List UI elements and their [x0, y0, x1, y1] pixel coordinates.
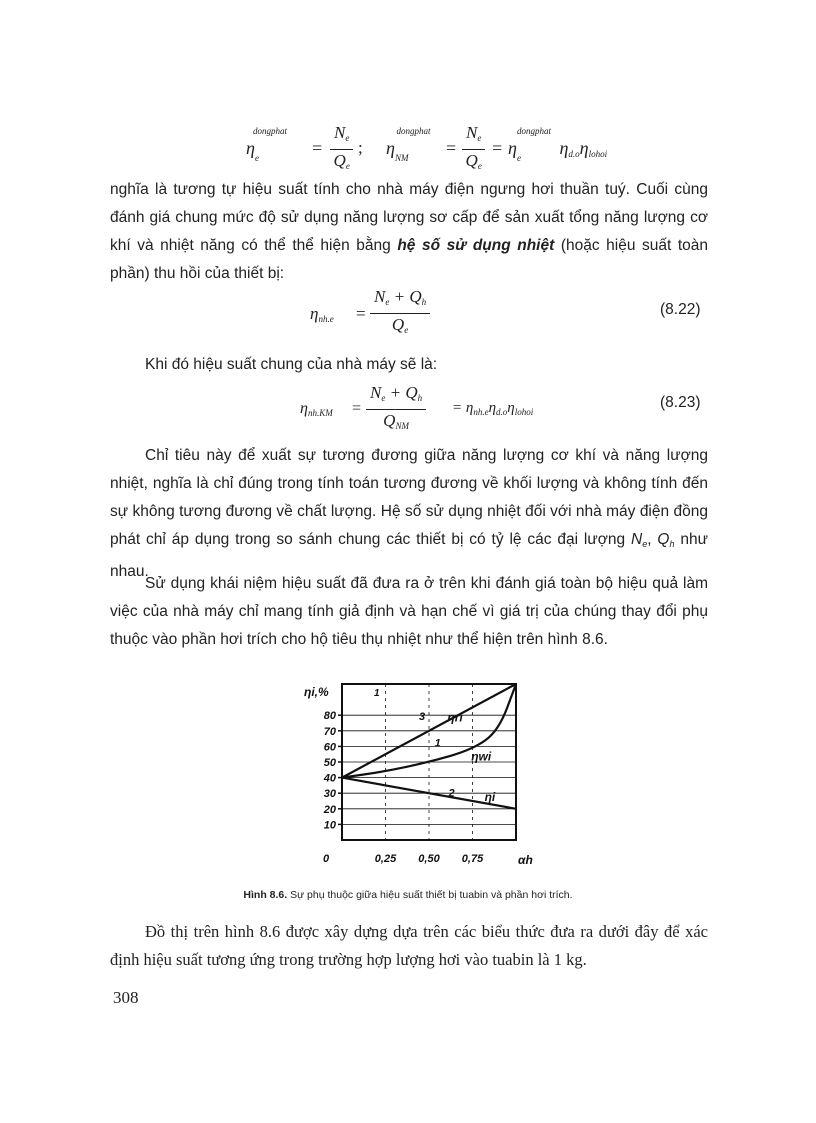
- paragraph-5: Đồ thị trên hình 8.6 được xây dựng dựa trên các biểu thức đưa ra dưới đây để xác định hiệu suất tương ứng trong trường hợp lượng hơi vào tuabin là 1 kg.: [110, 922, 708, 969]
- y-tick-label: 50: [323, 757, 336, 769]
- figure-caption: [0, 889, 816, 901]
- eq1-fraction: $\frac{N_e}{Q_e}$: [330, 122, 353, 177]
- eq1-den: Q: [333, 151, 346, 170]
- equation-number-8-22: (8.22): [660, 301, 701, 318]
- x-axis-label: αh: [518, 853, 533, 867]
- y-tick-label: 10: [323, 819, 336, 832]
- formula-efficiency-engine: $\eta_e^{dongphat}$ = $\frac{N_e}{Q_e}$ ; $\eta_{NM}^{dongphat}$ = $\frac{N_e}{Q_e}$ = $\eta_e^{dongphat}$ $\eta_{d.o}\eta_{lohoi}$: [246, 126, 766, 176]
- formula-8-22: $\eta_{nh.e}$ = $\frac{N_e + Q_h}{Q_e}$: [310, 286, 710, 342]
- eq2-eta: η: [386, 138, 395, 158]
- x-tick-label: 0,50: [418, 853, 440, 865]
- y-tick-label: 30: [323, 788, 336, 801]
- y-tick-label: 40: [323, 772, 336, 785]
- formula-8-23: $\eta_{nh.KM}$ = $N_e + Q_h$ $Q_{NM}$ = $\eta_{nh.e}\eta_{d.o}\eta_{lohoi}$: [300, 382, 600, 438]
- caption-label: Hình 8.6.: [243, 889, 288, 901]
- y-axis-label: ηi,%: [304, 685, 329, 699]
- paragraph-2: Khi đó hiệu suất chung của nhà máy sẽ là:: [145, 356, 438, 373]
- series-label-3: ηri: [447, 710, 463, 725]
- series-number-1: 1: [434, 737, 441, 750]
- paragraph-3: Chỉ tiêu này để xuất sự tương đương giữa năng lượng cơ khí và năng lượng nhiệt, nghĩa là chỉ đúng trong tính toán tương đương về khối lượng và không tính đến sự không tương đương về chất lượng. Hệ số sử dụng nhiệt đối với nhà máy điện đồng phát chỉ áp dụng trong so sánh chung các thiết bị có tỷ lệ các đại lượng $N_e$, $Q_h$ như nhau.: [110, 447, 708, 580]
- x-tick-label: 0: [322, 853, 330, 865]
- y-tick-label: 20: [323, 803, 336, 816]
- eq1-eta-sup: dongphat: [252, 126, 287, 136]
- paragraph-4: Sử dụng khái niệm hiệu suất đã đưa ra ở trên khi đánh giá toàn bộ hiệu quả làm việc của nhà máy chỉ mang tính giả định và hạn chế vì giá trị của chúng thay đổi phụ thuộc vào phần hơi trích cho hộ tiêu thụ nhiệt như thể hiện trên hình 8.6.: [110, 575, 708, 648]
- paragraph-1: nghĩa là tương tự hiệu suất tính cho nhà máy điện ngưng hơi thuần tuý. Cuối cùng đánh giá chung mức độ sử dụng năng lượng sơ cấp để sản xuất tổng năng lượng cơ khí và nhiệt năng có thể thể hiện bằng hệ số sử dụng nhiệt (hoặc hiệu suất toàn phần) thu hồi của thiết bị:: [110, 181, 708, 282]
- series-number-3: 3: [418, 710, 426, 723]
- eq2-fraction: $\frac{N_e}{Q_e}$: [462, 122, 485, 177]
- eq1-num: N: [334, 123, 346, 142]
- eq-separator: ;: [358, 138, 363, 157]
- eq823-fraction: $N_e + Q_h$ $Q_{NM}$: [366, 382, 426, 437]
- page-number: 308: [113, 988, 139, 1007]
- annotation-label: 1: [374, 688, 380, 699]
- emphasis-term: hệ số sử dụng nhiệt: [397, 237, 555, 254]
- series-label-1: ηwi: [471, 749, 492, 764]
- figure-8-6-chart: [300, 676, 540, 876]
- eq1-eta-sub: e: [254, 153, 259, 163]
- eq822-fraction: $\frac{N_e + Q_h}{Q_e}$: [370, 286, 430, 341]
- y-tick-label: 60: [323, 741, 336, 754]
- y-tick-label: 80: [323, 710, 336, 723]
- y-tick-label: 70: [323, 725, 336, 738]
- eq1-eta: η: [246, 138, 255, 158]
- series-label-2: ηi: [484, 790, 496, 804]
- series-number-2: 2: [448, 787, 455, 800]
- caption-text: Sự phụ thuộc giữa hiệu suất thiết bị tuabin và phần hơi trích.: [287, 889, 573, 901]
- x-tick-label: 0,75: [461, 853, 484, 865]
- equation-number-8-23: (8.23): [660, 394, 701, 411]
- x-tick-label: 0,25: [374, 853, 397, 865]
